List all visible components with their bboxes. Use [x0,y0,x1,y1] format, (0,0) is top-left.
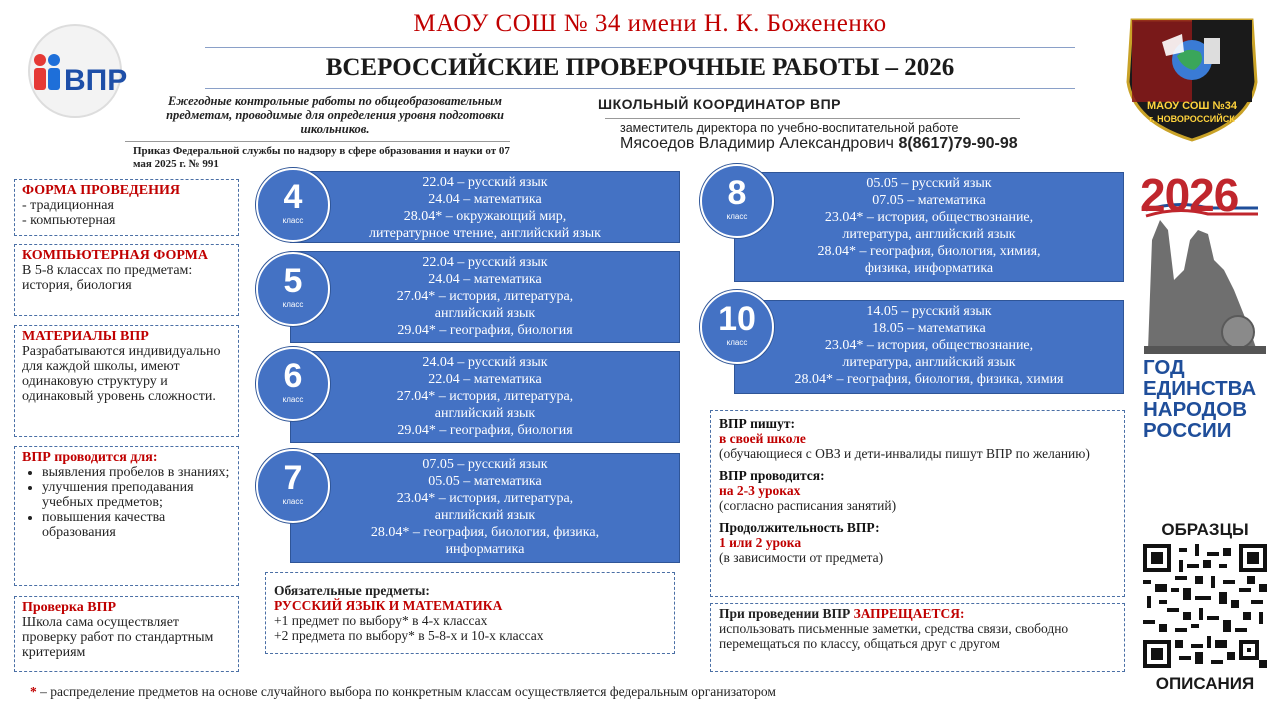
computer-form-box [14,244,239,316]
schedule-line: 05.05 – математика [428,474,542,489]
schedule-line: 28.04* – география, биология, физика, химия [794,372,1064,387]
schedule-line: 23.04* – история, литература, [396,491,574,506]
emblem-line2: г. НОВОРОССИЙСК [1149,114,1235,124]
footnote-star: * [30,684,37,699]
form-title: ФОРМА ПРОВЕДЕНИЯ [22,183,180,198]
school-emblem-icon [1122,12,1262,144]
schedule-line: 27.04* – история, литература, [396,389,574,404]
grade-5-schedule [290,251,680,343]
emblem-line1: МАОУ СОШ №34 [1147,100,1237,112]
schedule-line: 28.04* – окружающий мир, [403,209,567,224]
schedule-line: английский язык [434,508,536,523]
order-reference: Приказ Федеральной службы по надзору в сфере образования и науки от 07 мая 2025 г. № 991 [133,145,510,170]
duration-value: 1 или 2 урока [719,535,802,550]
grade-number: 5 [283,262,303,300]
schedule-line: 07.05 – математика [872,193,986,208]
grade-number: 10 [718,300,756,338]
grade-8-schedule [734,172,1124,282]
grade-label: класс [282,216,304,225]
vpr-logo-icon [18,22,133,120]
header-divider-top [205,47,1075,48]
schedule-line: 22.04 – математика [428,372,542,387]
schedule-line: литературное чтение, английский язык [369,226,601,241]
poster-year: 2026 [1140,169,1239,221]
schedule-line: литература, английский язык [842,227,1016,242]
form-option: - компьютерная [22,213,116,228]
qr-code-icon[interactable] [1143,544,1267,668]
schedule-line: 18.05 – математика [872,321,986,336]
school-name: МАОУ СОШ № 34 имени Н. К. Божененко [413,10,887,37]
poster-line: НАРОДОВ [1143,398,1248,421]
purpose-list [22,465,231,540]
footnote [30,684,776,700]
coordinator-role: заместитель директора по учебно-воспитательной работе [620,121,959,135]
grade-label: класс [726,212,748,221]
materials-box [14,325,239,437]
grade-10-schedule [734,300,1124,394]
materials-text: Разрабатываются индивидуально для каждой школы, имеют одинаковую структуру и одинаковый уровень сложности. [22,344,221,404]
coordinator-phone: 8(8617)79-90-98 [898,135,1018,152]
where-title: ВПР пишут: [719,416,795,431]
description-divider [125,141,510,142]
grade-label: класс [282,395,304,404]
purpose-title: ВПР проводится для: [22,450,158,465]
when-note: (согласно расписания занятий) [719,498,897,513]
where-value: в своей школе [719,431,806,446]
grade-4-badge [256,168,330,242]
grade-number: 8 [727,174,747,212]
schedule-line: 23.04* – история, обществознание, [824,210,1034,225]
header-divider-bottom [205,88,1075,89]
purpose-box [14,446,239,586]
schedule-line: 29.04* – география, биология [397,323,573,338]
poster-caption [1143,357,1256,441]
schedule-line: 07.05 – русский язык [422,457,548,472]
when-value: на 2-3 уроках [719,483,801,498]
qr-caption-top: ОБРАЗЦЫ [1161,520,1249,539]
grade-8-badge [700,164,774,238]
schedule-line: 22.04 – русский язык [422,255,548,270]
computer-form-title: КОМПЬЮТЕРНАЯ ФОРМА [22,248,208,263]
grade-5-badge [256,252,330,326]
required-line: +1 предмет по выбору* в 4-х классах [274,613,488,628]
grade-4-schedule [290,171,680,243]
required-subjects: РУССКИЙ ЯЗЫК И МАТЕМАТИКА [274,598,503,613]
check-text: Школа сама осуществляет проверку работ по стандартным критериям [22,615,214,660]
poster-line: РОССИИ [1143,419,1232,442]
grade-10-badge [700,290,774,364]
grade-6-schedule [290,351,680,443]
schedule-line: 14.05 – русский язык [866,304,992,319]
grade-number: 6 [283,357,303,395]
forbidden-text: использовать письменные заметки, средства связи, свободно перемещаться по классу, общаться друг с другом [719,621,1069,651]
grade-label: класс [282,497,304,506]
schedule-line: 22.04 – русский язык [422,175,548,190]
coordinator-name-line [620,135,1018,153]
when-title: ВПР проводится: [719,468,825,483]
forbidden-title-red: ЗАПРЕЩАЕТСЯ: [853,606,965,621]
coordinator-divider [605,118,1020,119]
coordinator-title: ШКОЛЬНЫЙ КООРДИНАТОР ВПР [598,96,841,112]
form-option: - традиционная [22,198,114,213]
grade-6-badge [256,347,330,421]
forbidden-title: При проведении ВПР [719,606,851,621]
grade-label: класс [282,300,304,309]
forbidden-heading [719,606,1116,621]
schedule-line: 23.04* – история, обществознание, [824,338,1034,353]
computer-form-text: В 5-8 классах по предметам: история, биология [22,263,193,293]
page-title: ВСЕРОССИЙСКИЕ ПРОВЕРОЧНЫЕ РАБОТЫ – 2026 [325,54,955,81]
description: Ежегодные контрольные работы по общеобразовательным предметам, проводимые для определения уровня подготовки школьников. [166,94,504,136]
forbidden-box [710,603,1125,672]
qr-caption-bottom: ОПИСАНИЯ [1155,674,1255,693]
poster-line: ЕДИНСТВА [1143,377,1257,400]
form-box [14,179,239,236]
list-item: • улучшения преподавания учебных предметов; [42,480,231,510]
schedule-line: 28.04* – география, биология, химия, [817,244,1041,259]
schedule-line: информатика [445,542,525,557]
schedule-line: английский язык [434,306,536,321]
required-subjects-box [265,572,675,654]
schedule-line: 05.05 – русский язык [866,176,992,191]
coordinator-name: Мясоедов Владимир Александрович [620,135,894,152]
list-item: • повышения качества образования [42,510,231,540]
schedule-line: 24.04 – математика [428,192,542,207]
grade-7-schedule [290,453,680,563]
grade-7-badge [256,449,330,523]
logo-text: ВПР [64,64,128,97]
schedule-line: 28.04* – география, биология, физика, [370,525,600,540]
grade-label: класс [726,338,748,347]
list-item: • выявления пробелов в знаниях; [42,465,231,480]
poster-line: ГОД [1143,356,1185,379]
schedule-line: 29.04* – география, биология [397,423,573,438]
duration-note: (в зависимости от предмета) [719,550,884,565]
materials-title: МАТЕРИАЛЫ ВПР [22,329,149,344]
grade-number: 4 [283,178,303,216]
where-note: (обучающиеся с ОВЗ и дети-инвалиды пишут ВПР по желанию) [719,446,1090,461]
schedule-line: литература, английский язык [842,355,1016,370]
schedule-line: 24.04 – русский язык [422,355,548,370]
check-box [14,596,239,672]
conditions-box [710,410,1125,597]
required-title: Обязательные предметы: [274,583,430,598]
schedule-line: физика, информатика [864,261,994,276]
schedule-line: 27.04* – история, литература, [396,289,574,304]
schedule-line: английский язык [434,406,536,421]
footnote-text: – распределение предметов на основе случайного выбора по конкретным классам осуществляется федеральным организатором [36,684,776,699]
check-title: Проверка ВПР [22,600,117,615]
grade-number: 7 [283,459,303,497]
duration-title: Продолжительность ВПР: [719,520,880,535]
schedule-line: 24.04 – математика [428,272,542,287]
required-line: +2 предмета по выбору* в 5-8-х и 10-х классах [274,628,544,643]
